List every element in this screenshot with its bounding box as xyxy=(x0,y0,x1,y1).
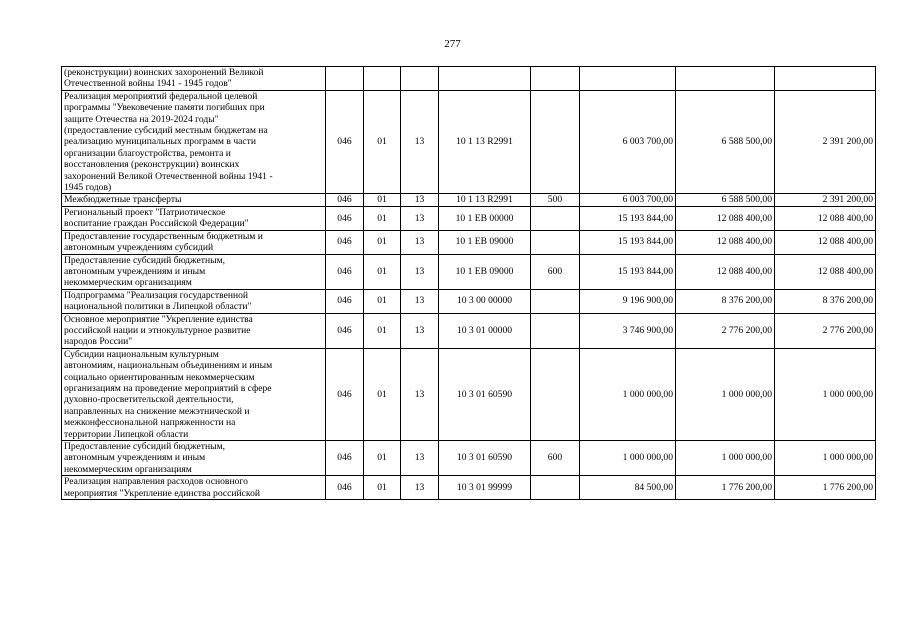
section-code-cell: 01 xyxy=(364,476,401,500)
table-row xyxy=(62,313,876,348)
amount-year1-cell: 3 746 900,00 xyxy=(580,313,676,348)
ministry-code-cell: 046 xyxy=(326,313,364,348)
subsection-code-cell: 13 xyxy=(401,313,439,348)
amount-year1-cell: 1 000 000,00 xyxy=(580,441,676,476)
table-row xyxy=(62,289,876,313)
expense-type-cell: 600 xyxy=(531,441,580,476)
amount-year2-cell: 12 088 400,00 xyxy=(676,254,775,289)
row-description: Предоставление субсидий бюджетным, автономным учреждениям и иным некоммерческим организациям xyxy=(62,254,326,289)
amount-year1-cell: 6 003 700,00 xyxy=(580,194,676,206)
amount-year3-cell xyxy=(775,67,876,91)
amount-year3-cell: 1 000 000,00 xyxy=(775,348,876,440)
ministry-code-cell xyxy=(326,67,364,91)
section-code-cell: 01 xyxy=(364,230,401,254)
table-row xyxy=(62,230,876,254)
amount-year3-cell: 2 391 200,00 xyxy=(775,90,876,194)
amount-year1-cell: 1 000 000,00 xyxy=(580,348,676,440)
amount-year3-cell: 8 376 200,00 xyxy=(775,289,876,313)
expense-type-cell: 500 xyxy=(531,194,580,206)
ministry-code-cell: 046 xyxy=(326,90,364,194)
section-code-cell: 01 xyxy=(364,348,401,440)
table-row xyxy=(62,348,876,440)
row-description: Субсидии национальным культурным автономиям, национальным объединениям и иным социально ориентированным некоммерческим организациям на проведение мероприятий в сфере духовно-просветительской деятельности, направленных на снижение межэтнической и межконфессиональной напряженности на территории Липецкой области xyxy=(62,348,326,440)
budget-table xyxy=(61,66,876,500)
amount-year2-cell: 6 588 500,00 xyxy=(676,194,775,206)
ministry-code-cell: 046 xyxy=(326,441,364,476)
amount-year3-cell: 2 776 200,00 xyxy=(775,313,876,348)
subsection-code-cell xyxy=(401,67,439,91)
target-article-cell: 10 3 01 60590 xyxy=(439,348,531,440)
section-code-cell: 01 xyxy=(364,289,401,313)
row-description: Региональный проект "Патриотическое воспитание граждан Российской Федерации" xyxy=(62,206,326,230)
subsection-code-cell: 13 xyxy=(401,289,439,313)
row-description: Реализация мероприятий федеральной целевой программы "Увековечение памяти погибших при защите Отечества на 2019-2024 годы" (предоставление субсидий местным бюджетам на реализацию муниципальных программ в части организации благоустройства, ремонта и восстановления (реконструкции) воинских захоронений Великой Отечественной войны 1941 - 1945 годов) xyxy=(62,90,326,194)
target-article-cell xyxy=(439,67,531,91)
amount-year1-cell: 9 196 900,00 xyxy=(580,289,676,313)
subsection-code-cell: 13 xyxy=(401,348,439,440)
section-code-cell: 01 xyxy=(364,441,401,476)
ministry-code-cell: 046 xyxy=(326,230,364,254)
amount-year2-cell: 12 088 400,00 xyxy=(676,206,775,230)
table-row xyxy=(62,90,876,194)
target-article-cell: 10 1 EB 09000 xyxy=(439,254,531,289)
subsection-code-cell: 13 xyxy=(401,476,439,500)
row-description: Реализация направления расходов основного мероприятия "Укрепление единства российской xyxy=(62,476,326,500)
target-article-cell: 10 3 01 99999 xyxy=(439,476,531,500)
amount-year3-cell: 1 776 200,00 xyxy=(775,476,876,500)
amount-year3-cell: 2 391 200,00 xyxy=(775,194,876,206)
subsection-code-cell: 13 xyxy=(401,230,439,254)
ministry-code-cell: 046 xyxy=(326,476,364,500)
row-description: Предоставление субсидий бюджетным, автономным учреждениям и иным некоммерческим организациям xyxy=(62,441,326,476)
amount-year1-cell: 84 500,00 xyxy=(580,476,676,500)
table-row xyxy=(62,441,876,476)
row-description: (реконструкции) воинских захоронений Великой Отечественной войны 1941 - 1945 годов" xyxy=(62,67,326,91)
expense-type-cell xyxy=(531,230,580,254)
subsection-code-cell: 13 xyxy=(401,254,439,289)
target-article-cell: 10 3 01 00000 xyxy=(439,313,531,348)
table-row xyxy=(62,206,876,230)
section-code-cell: 01 xyxy=(364,254,401,289)
amount-year2-cell: 8 376 200,00 xyxy=(676,289,775,313)
expense-type-cell xyxy=(531,348,580,440)
expense-type-cell xyxy=(531,476,580,500)
amount-year1-cell: 15 193 844,00 xyxy=(580,254,676,289)
row-description: Предоставление государственным бюджетным и автономным учреждениям субсидий xyxy=(62,230,326,254)
section-code-cell: 01 xyxy=(364,206,401,230)
ministry-code-cell: 046 xyxy=(326,194,364,206)
ministry-code-cell: 046 xyxy=(326,289,364,313)
subsection-code-cell: 13 xyxy=(401,441,439,476)
expense-type-cell xyxy=(531,90,580,194)
expense-type-cell xyxy=(531,289,580,313)
expense-type-cell: 600 xyxy=(531,254,580,289)
page-number: 277 xyxy=(444,38,461,50)
expense-type-cell xyxy=(531,67,580,91)
table-row xyxy=(62,67,876,91)
subsection-code-cell: 13 xyxy=(401,194,439,206)
amount-year2-cell: 12 088 400,00 xyxy=(676,230,775,254)
table-row xyxy=(62,254,876,289)
subsection-code-cell: 13 xyxy=(401,90,439,194)
amount-year2-cell: 1 776 200,00 xyxy=(676,476,775,500)
expense-type-cell xyxy=(531,313,580,348)
target-article-cell: 10 1 EB 00000 xyxy=(439,206,531,230)
row-description: Подпрограмма "Реализация государственной национальной политики в Липецкой области" xyxy=(62,289,326,313)
amount-year2-cell: 2 776 200,00 xyxy=(676,313,775,348)
row-description: Межбюджетные трансферты xyxy=(62,194,326,206)
section-code-cell: 01 xyxy=(364,194,401,206)
amount-year3-cell: 12 088 400,00 xyxy=(775,230,876,254)
amount-year3-cell: 12 088 400,00 xyxy=(775,254,876,289)
amount-year3-cell: 12 088 400,00 xyxy=(775,206,876,230)
amount-year1-cell: 15 193 844,00 xyxy=(580,206,676,230)
target-article-cell: 10 1 13 R2991 xyxy=(439,90,531,194)
target-article-cell: 10 3 01 60590 xyxy=(439,441,531,476)
amount-year1-cell: 15 193 844,00 xyxy=(580,230,676,254)
amount-year1-cell xyxy=(580,67,676,91)
table-row xyxy=(62,476,876,500)
ministry-code-cell: 046 xyxy=(326,254,364,289)
section-code-cell: 01 xyxy=(364,90,401,194)
amount-year2-cell: 1 000 000,00 xyxy=(676,348,775,440)
target-article-cell: 10 1 EB 09000 xyxy=(439,230,531,254)
ministry-code-cell: 046 xyxy=(326,348,364,440)
ministry-code-cell: 046 xyxy=(326,206,364,230)
amount-year2-cell: 6 588 500,00 xyxy=(676,90,775,194)
amount-year3-cell: 1 000 000,00 xyxy=(775,441,876,476)
section-code-cell: 01 xyxy=(364,313,401,348)
amount-year2-cell xyxy=(676,67,775,91)
target-article-cell: 10 3 00 00000 xyxy=(439,289,531,313)
table-row xyxy=(62,194,876,206)
amount-year2-cell: 1 000 000,00 xyxy=(676,441,775,476)
target-article-cell: 10 1 13 R2991 xyxy=(439,194,531,206)
subsection-code-cell: 13 xyxy=(401,206,439,230)
expense-type-cell xyxy=(531,206,580,230)
row-description: Основное мероприятие "Укрепление единства российской нации и этнокультурное развитие народов России" xyxy=(62,313,326,348)
amount-year1-cell: 6 003 700,00 xyxy=(580,90,676,194)
section-code-cell xyxy=(364,67,401,91)
